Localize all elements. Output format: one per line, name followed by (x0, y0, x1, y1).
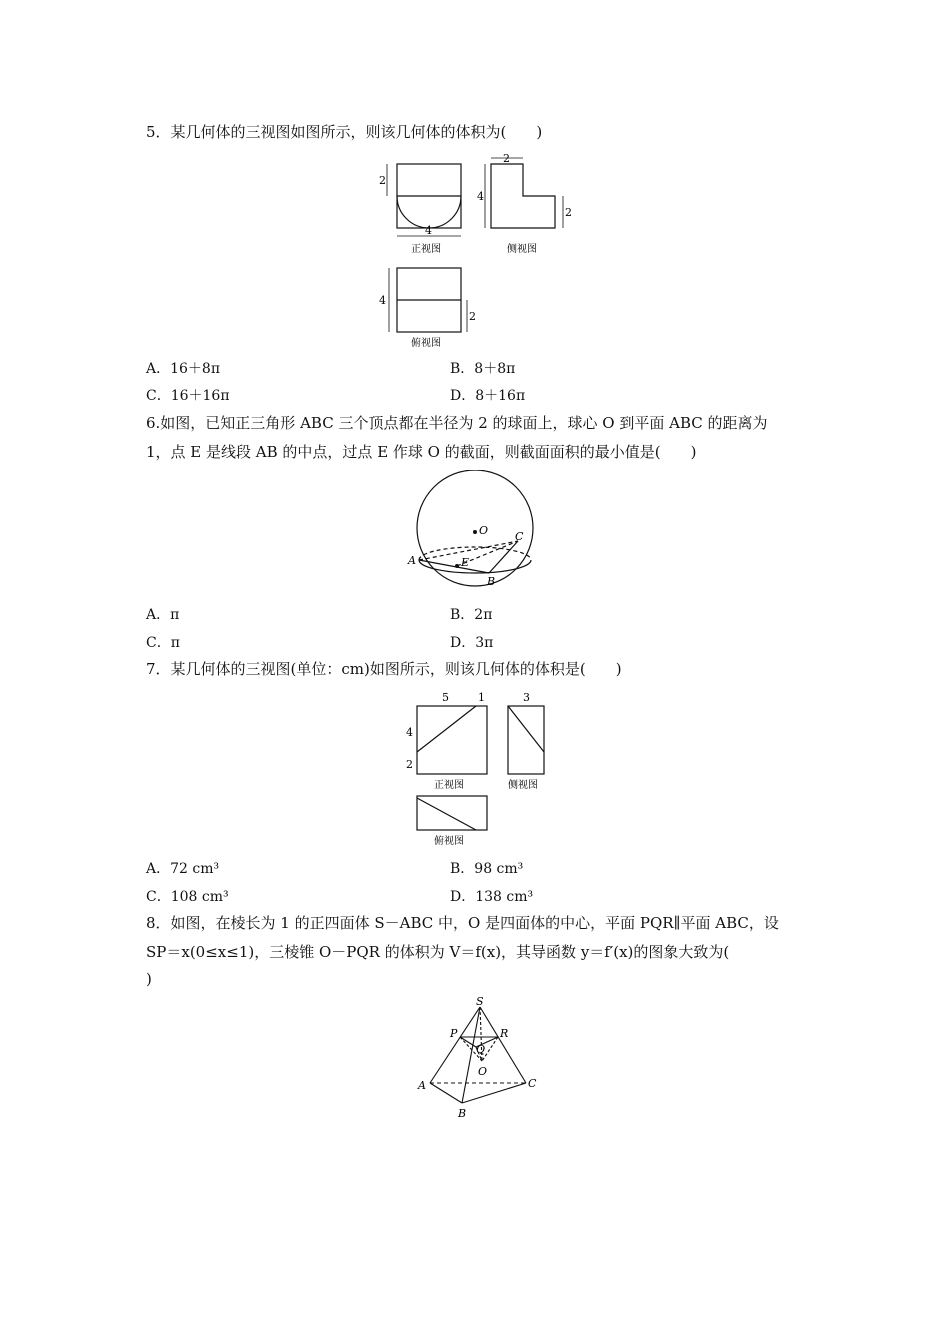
q6-option-c: C．π (146, 635, 180, 651)
q7-front-diagonal (417, 706, 476, 752)
q8-label-p: P (450, 1027, 458, 1040)
q5-front-caption: 正视图 (411, 244, 441, 255)
q8-label-r: R (500, 1027, 509, 1040)
q5-stem: 5．某几何体的三视图如图所示，则该几何体的体积为( ) (146, 123, 543, 141)
q7-dim-2: 2 (406, 758, 413, 771)
q8-label-q: Q (476, 1043, 486, 1056)
q6-sphere-figure (405, 470, 545, 595)
q7-option-a: A．72 cm³ (146, 861, 220, 877)
q8-tetrahedron-figure (410, 995, 540, 1125)
q7-option-b: B．98 cm³ (450, 861, 524, 877)
q6-label-c: C (515, 530, 524, 543)
q6-label-e: E (461, 556, 470, 569)
q8-label-a: A (418, 1079, 426, 1092)
q5-dim-side-w: 2 (503, 152, 510, 165)
q6-point-e (455, 564, 459, 568)
q5-option-a: A．16＋8π (146, 361, 221, 377)
q6-line2: 1，点 E 是线段 AB 的中点，过点 E 作球 O 的截面，则截面面积的最小值是( ) (146, 443, 697, 461)
q5-dim-side-h: 4 (477, 190, 484, 203)
q5-top-caption: 俯视图 (411, 338, 441, 349)
q5-option-b: B．8＋8π (450, 361, 516, 377)
q7-front-caption: 正视图 (434, 780, 464, 791)
q8-line1: 8．如图，在棱长为 1 的正四面体 S－ABC 中，O 是四面体的中心，平面 PQR∥平面 ABC，设 (146, 914, 779, 932)
q8-label-b: B (458, 1107, 467, 1120)
q7-stem: 7．某几何体的三视图(单位：cm)如图所示，则该几何体的体积是( ) (146, 660, 622, 678)
q7-top-diagonal (417, 798, 476, 830)
q7-top-rect (417, 796, 487, 830)
q5-side-lshape (491, 164, 555, 228)
q7-dim-1: 1 (478, 691, 485, 704)
q7-option-d: D．138 cm³ (450, 889, 534, 905)
q7-dim-5: 5 (442, 691, 449, 704)
q5-option-d: D．8＋16π (450, 388, 526, 404)
q6-label-o: O (479, 524, 489, 537)
q7-dim-4: 4 (406, 726, 413, 739)
q8-label-c: C (528, 1077, 537, 1090)
q7-option-c: C．108 cm³ (146, 889, 229, 905)
q8-label-s: S (476, 995, 484, 1008)
q7-side-caption: 侧视图 (508, 780, 538, 791)
q5-dim-top-h: 4 (379, 294, 386, 307)
q6-option-b: B．2π (450, 607, 493, 623)
q5-dim-front-w: 4 (425, 224, 432, 237)
q5-three-view-figure (355, 152, 585, 352)
q7-top-caption: 俯视图 (434, 836, 464, 847)
q6-label-b: B (487, 575, 496, 588)
q8-line3: ) (146, 970, 152, 988)
q7-side-diagonal (508, 706, 544, 752)
q7-dim-3: 3 (523, 691, 530, 704)
q5-dim-top-h2: 2 (469, 310, 476, 323)
q5-side-caption: 侧视图 (507, 244, 537, 255)
q5-dim-side-h2: 2 (565, 206, 572, 219)
q7-front-rect (417, 706, 487, 774)
q8-label-o: O (478, 1065, 488, 1078)
q5-dim-front-h: 2 (379, 174, 386, 187)
q6-line1: 6.如图，已知正三角形 ABC 三个顶点都在半径为 2 的球面上，球心 O 到平面 ABC 的距离为 (146, 414, 768, 432)
q6-label-a: A (408, 554, 416, 567)
q6-option-a: A．π (146, 607, 180, 623)
q5-option-c: C．16＋16π (146, 388, 230, 404)
q8-line2: SP＝x(0≤x≤1)，三棱锥 O－PQR 的体积为 V＝f(x)，其导函数 y＝f′(x)的图象大致为( (146, 943, 730, 961)
q6-point-o (473, 530, 477, 534)
q7-three-view-figure (400, 690, 560, 850)
q6-option-d: D．3π (450, 635, 494, 651)
q7-side-rect (508, 706, 544, 774)
